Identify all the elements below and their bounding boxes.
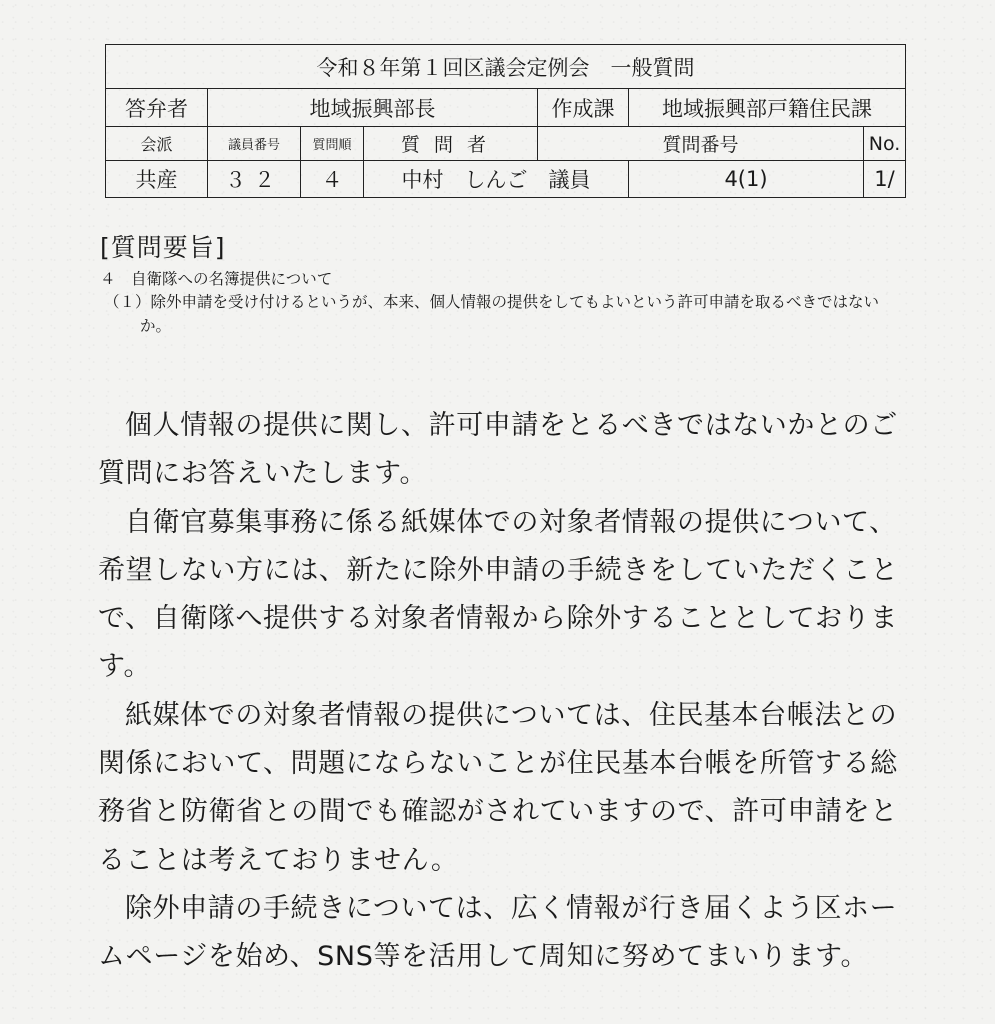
member-no-value: ３２ (208, 161, 301, 198)
summary-sub-item: （１）除外申請を受け付けるというが、本来、個人情報の提供をしてもよいという許可申請を取るべきではないか。 (104, 293, 880, 335)
question-no-label: 質問番号 (538, 127, 864, 161)
member-no-label: 議員番号 (208, 127, 301, 161)
questioner-value: 中村 しんご 議員 (364, 161, 629, 198)
answer-paragraph: 自衛官募集事務に係る紙媒体での対象者情報の提供について、希望しない方には、新たに除外申請の手続きをしていただくことで、自衛隊へ提供する対象者情報から除外することとしております。 (98, 506, 899, 683)
section-value: 地域振興部戸籍住民課 (629, 89, 906, 127)
answer-paragraph: 除外申請の手続きについては、広く情報が行き届くよう区ホームページを始め、SNS等を活用して周知に努めてまいります。 (98, 892, 898, 973)
responder-label: 答弁者 (106, 89, 208, 127)
summary-title: [質問要旨] (100, 233, 226, 262)
answer-paragraph: 個人情報の提供に関し、許可申請をとるべきではないかとのご質問にお答えいたします。 (98, 410, 898, 490)
summary-item: ４ 自衛隊への名簿提供について (100, 270, 333, 288)
questioner-label: 質問者 (364, 127, 538, 161)
faction-label: 会派 (106, 127, 208, 161)
order-value: ４ (301, 161, 364, 198)
order-label: 質問順 (301, 127, 364, 161)
no-label: No. (864, 127, 906, 161)
no-value: 1/ (864, 161, 906, 198)
faction-value: 共産 (106, 161, 208, 198)
responder-value: 地域振興部長 (208, 89, 538, 127)
session-title: 令和８年第１回区議会定例会 一般質問 (106, 45, 906, 89)
answer-paragraph: 紙媒体での対象者情報の提供については、住民基本台帳法との関係において、問題にならないことが住民基本台帳を所管する総務省と防衛省との間でも確認がされていますので、許可申請をとることは考えておりません。 (98, 699, 898, 876)
answer-body (98, 402, 910, 982)
question-summary (100, 228, 900, 338)
section-label: 作成課 (538, 89, 629, 127)
header-table (105, 44, 906, 198)
question-no-value: 4(1) (629, 161, 864, 198)
